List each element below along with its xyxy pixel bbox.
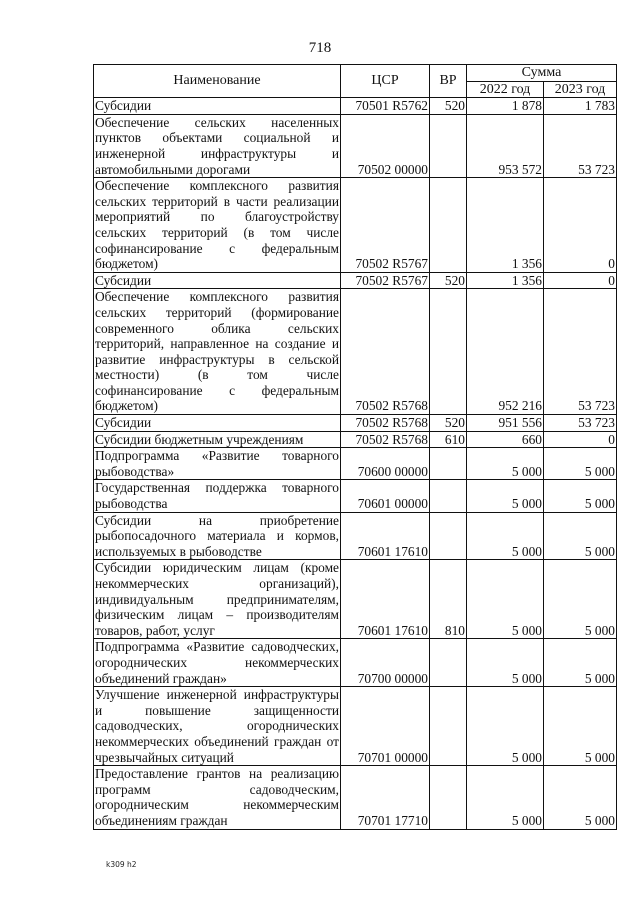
row-name: Субсидии <box>94 98 341 115</box>
row-vr <box>430 512 467 560</box>
row-name: Субсидии <box>94 415 341 432</box>
header-name: Наименование <box>94 65 341 98</box>
row-amount-2023: 53 723 <box>544 415 617 432</box>
table-row <box>94 272 617 289</box>
row-amount-2022: 1 878 <box>467 98 544 115</box>
row-name: Субсидии бюджетным учреждениям <box>94 431 341 448</box>
row-amount-2023: 5 000 <box>544 448 617 480</box>
row-vr <box>430 448 467 480</box>
row-amount-2023: 0 <box>544 431 617 448</box>
table-row <box>94 431 617 448</box>
row-amount-2023: 5 000 <box>544 480 617 512</box>
row-amount-2022: 5 000 <box>467 687 544 766</box>
row-name: Улучшение инженерной инфраструктуры и повышение защищенности садоводческих, огороднических некоммерческих объединений граждан от чрезвычайных ситуаций <box>95 687 339 765</box>
row-amount-2023: 53 723 <box>544 289 617 415</box>
row-amount-2023: 5 000 <box>544 560 617 639</box>
row-csr: 70502 R5768 <box>341 431 430 448</box>
row-name: Подпрограмма «Развитие садоводческих, огороднических некоммерческих объединений граждан» <box>95 639 339 686</box>
row-csr: 70502 R5768 <box>341 289 430 415</box>
row-csr: 70601 17610 <box>341 560 430 639</box>
row-vr: 520 <box>430 272 467 289</box>
table-row <box>94 178 617 273</box>
row-name: Подпрограмма «Развитие товарного рыбоводства» <box>95 448 339 479</box>
header-2023: 2023 год <box>544 81 617 98</box>
row-csr: 70501 R5762 <box>341 98 430 115</box>
row-vr <box>430 480 467 512</box>
row-csr: 70502 00000 <box>341 114 430 177</box>
row-name: Обеспечение комплексного развития сельских территорий в части реализации мероприятий по благоустройству сельских территорий (в том числе софинансирование с федеральным бюджетом) <box>95 178 339 272</box>
table-row <box>94 639 617 687</box>
row-amount-2023: 5 000 <box>544 639 617 687</box>
row-amount-2022: 952 216 <box>467 289 544 415</box>
row-amount-2022: 5 000 <box>467 766 544 829</box>
row-amount-2022: 5 000 <box>467 480 544 512</box>
header-row-1 <box>94 65 617 82</box>
row-amount-2022: 953 572 <box>467 114 544 177</box>
row-vr <box>430 178 467 273</box>
row-vr <box>430 639 467 687</box>
table-row <box>94 560 617 639</box>
row-name: Государственная поддержка товарного рыбоводства <box>95 480 339 512</box>
row-amount-2023: 5 000 <box>544 766 617 829</box>
row-vr: 810 <box>430 560 467 639</box>
footer-code: k309 h2 <box>106 860 137 869</box>
header-vr: ВР <box>430 65 467 98</box>
table-row <box>94 114 617 177</box>
row-amount-2022: 660 <box>467 431 544 448</box>
row-csr: 70701 17710 <box>341 766 430 829</box>
row-vr <box>430 766 467 829</box>
table-row <box>94 766 617 829</box>
row-csr: 70502 R5768 <box>341 415 430 432</box>
row-amount-2023: 1 783 <box>544 98 617 115</box>
header-csr: ЦСР <box>341 65 430 98</box>
row-name: Предоставление грантов на реализацию программ садоводческим, огородническим некоммерческим объединениям граждан <box>95 766 339 828</box>
budget-table <box>93 64 617 830</box>
row-amount-2023: 0 <box>544 178 617 273</box>
table-row <box>94 448 617 480</box>
row-amount-2023: 0 <box>544 272 617 289</box>
row-name: Обеспечение сельских населенных пунктов объектами социальной и инженерной инфраструктуры и автомобильными дорогами <box>95 114 339 177</box>
row-csr: 70601 17610 <box>341 512 430 560</box>
row-amount-2023: 5 000 <box>544 512 617 560</box>
row-csr: 70701 00000 <box>341 687 430 766</box>
row-vr <box>430 289 467 415</box>
row-amount-2022: 1 356 <box>467 178 544 273</box>
row-vr <box>430 114 467 177</box>
row-csr: 70502 R5767 <box>341 272 430 289</box>
row-csr: 70601 00000 <box>341 480 430 512</box>
row-vr <box>430 687 467 766</box>
row-vr: 610 <box>430 431 467 448</box>
row-amount-2022: 5 000 <box>467 560 544 639</box>
row-csr: 70600 00000 <box>341 448 430 480</box>
row-name: Обеспечение комплексного развития сельских территорий (формирование современного облика сельских территорий, направленное на создание и развитие инфраструктуры в сельской местности) (в том числе софинансирование с федеральным бюджетом) <box>95 289 339 414</box>
header-sum: Сумма <box>467 65 617 82</box>
row-amount-2023: 5 000 <box>544 687 617 766</box>
row-amount-2022: 5 000 <box>467 512 544 560</box>
row-name: Субсидии на приобретение рыбопосадочного материала и кормов, используемых в рыбоводстве <box>95 512 339 559</box>
row-amount-2022: 5 000 <box>467 639 544 687</box>
row-vr: 520 <box>430 98 467 115</box>
row-name: Субсидии юридическим лицам (кроме некоммерческих организаций), индивидуальным предпринимателям, физическим лицам – производителям товаров, работ, услуг <box>95 560 339 638</box>
header-2022: 2022 год <box>467 81 544 98</box>
row-csr: 70502 R5767 <box>341 178 430 273</box>
table-row <box>94 415 617 432</box>
row-amount-2022: 5 000 <box>467 448 544 480</box>
row-amount-2022: 951 556 <box>467 415 544 432</box>
row-csr: 70700 00000 <box>341 639 430 687</box>
table-row <box>94 687 617 766</box>
table-row <box>94 480 617 512</box>
row-name: Субсидии <box>94 272 341 289</box>
row-amount-2023: 53 723 <box>544 114 617 177</box>
row-amount-2022: 1 356 <box>467 272 544 289</box>
table-row <box>94 98 617 115</box>
table-row <box>94 289 617 415</box>
row-vr: 520 <box>430 415 467 432</box>
page-number: 718 <box>308 40 332 56</box>
table-row <box>94 512 617 560</box>
